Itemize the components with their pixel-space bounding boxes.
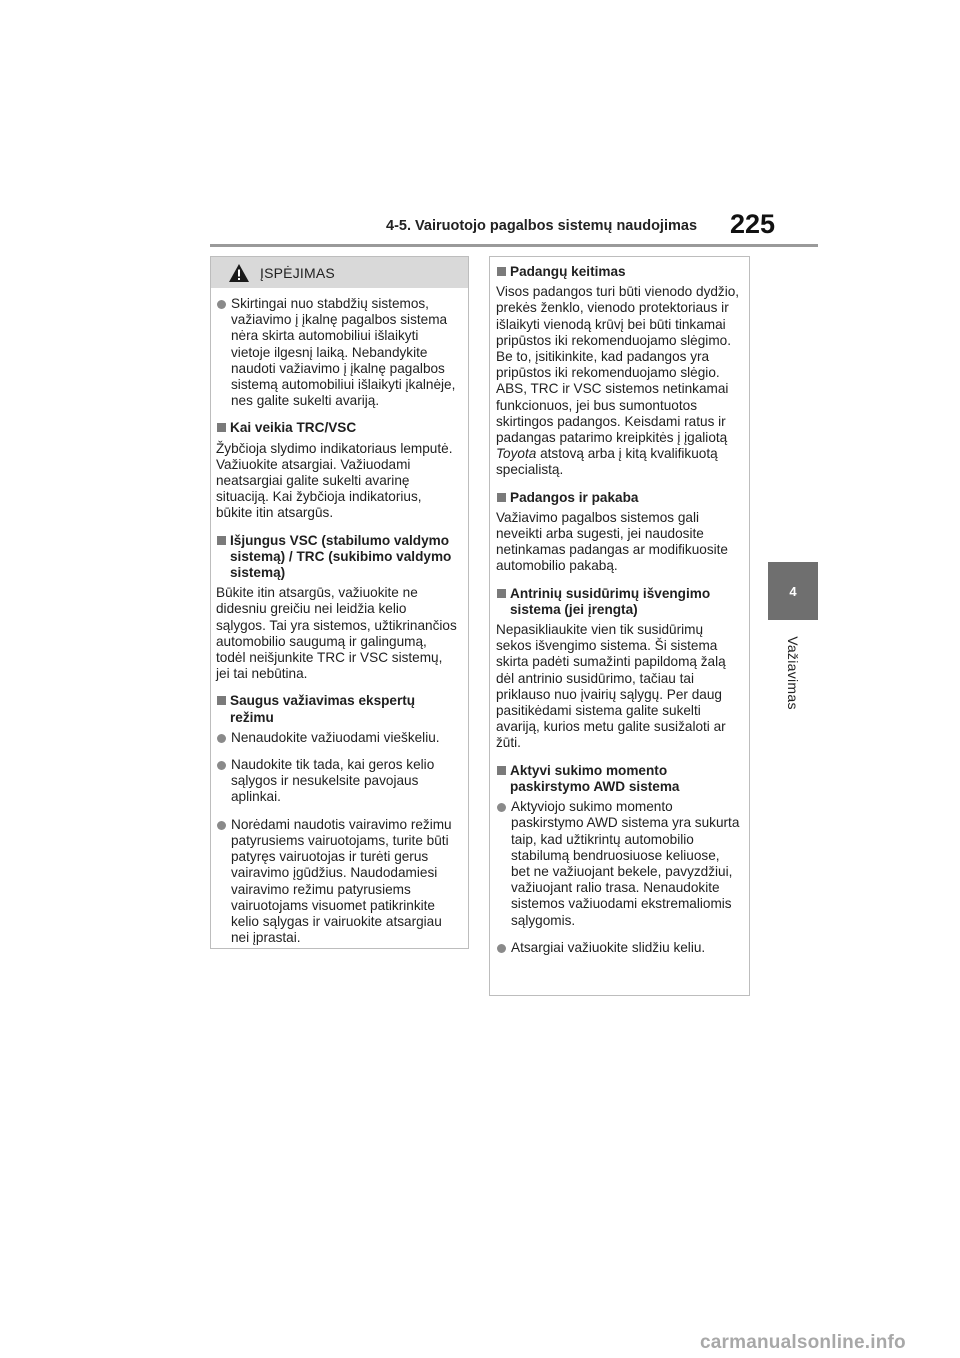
square-heading-icon xyxy=(217,696,226,705)
info-box xyxy=(489,256,750,996)
round-bullet-icon xyxy=(497,803,506,812)
list-item xyxy=(216,757,458,806)
info-content xyxy=(490,257,749,956)
heading-text: Padangos ir pakaba xyxy=(510,489,639,505)
list-item xyxy=(496,799,741,929)
round-bullet-icon xyxy=(217,821,226,830)
bullet-text: Nenaudokite važiuodami vieškeliu. xyxy=(231,729,440,745)
paragraph: Žybčioja slydimo indikatoriaus lemputė. Važiuokite atsargiai. Važiuodami neatsargiai galite sukelti avarinę situaciją. Kai žybčioja indikatorius, būkite itin atsargūs. xyxy=(216,440,453,521)
square-heading-icon xyxy=(497,267,506,276)
square-heading-icon xyxy=(217,536,226,545)
section-heading xyxy=(496,586,741,618)
section-heading xyxy=(216,533,458,582)
section-heading xyxy=(216,693,458,725)
round-bullet-icon xyxy=(217,734,226,743)
paragraph: Būkite itin atsargūs, važiuokite ne didesniu greičiu nei leidžia kelio sąlygos. Tai yra sistemos, užtikrinančios automobilio saugumą ir galingumą, todėl neišjunkite TRC ir VSC sistemų, jei tai nebūtina. xyxy=(216,585,457,682)
paragraph xyxy=(496,284,741,478)
section-heading xyxy=(496,763,741,795)
brand-name: Toyota xyxy=(496,446,537,462)
bullet-text: Naudokite tik tada, kai geros kelio sąlygos ir nesukelsite pavojaus aplinkai. xyxy=(231,757,435,805)
paragraph: Važiavimo pagalbos sistemos gali neveikti arba sugesti, jei naudosite netinkamas padangas ar modifikuosite automobilio pakabą. xyxy=(496,509,728,574)
square-heading-icon xyxy=(497,589,506,598)
list-item xyxy=(216,296,458,409)
square-heading-icon xyxy=(497,493,506,502)
watermark: carmanualsonline.info xyxy=(700,1332,906,1353)
chapter-tab[interactable]: 4 xyxy=(768,562,818,620)
section-heading xyxy=(216,420,458,436)
heading-text: Padangų keitimas xyxy=(510,264,626,279)
list-item xyxy=(216,817,458,947)
warning-header xyxy=(211,257,468,288)
section-heading xyxy=(496,490,741,506)
warning-triangle-icon xyxy=(228,263,250,283)
section-heading xyxy=(496,264,741,280)
square-heading-icon xyxy=(497,766,506,775)
heading-text: Antrinių susidūrimų išvengimo sistema (jei įrengta) xyxy=(510,585,711,617)
warning-title: ĮSPĖJIMAS xyxy=(260,264,335,281)
tire-text-before: Visos padangos turi būti vienodo dydžio, prekės ženklo, vienodo protektoriaus ir išlaikyti vienodą krūvį bei būti tinkamai pripūstos iki rekomenduojamo slėgimo. Be to, įsitikinkite, kad padangos yra pripūstos iki rekomenduojamo slėgio. ABS, TRC ir VSC sistemos netinkamai funkcionuos, jei bus sumontuotos skirtingos padangos. Keisdami ratus ir padangas patarimo kreipkitės į įgaliotą xyxy=(496,284,740,446)
page-number: 225 xyxy=(730,209,776,239)
round-bullet-icon xyxy=(217,761,226,770)
header-rule xyxy=(210,244,818,247)
heading-text: Kai veikia TRC/VSC xyxy=(230,420,357,436)
bullet-text: Atsargiai važiuokite slidžiu keliu. xyxy=(511,939,706,955)
heading-text: Išjungus VSC (stabilumo valdymo sistemą) / TRC (sukibimo valdymo sistemą) xyxy=(230,532,452,581)
bullet-text: Skirtingai nuo stabdžių sistemos, važiavimo į įkalnę pagalbos sistema nėra skirta automobiliui išlaikyti vietoje ilgesnį laiką. Nebandykite naudoti važiavimo į įkalnę pagalbos sistemą automobiliui išlaikyti įkalnėje, nes galite sukelti avariją. xyxy=(231,296,456,409)
bullet-text: Norėdami naudotis vairavimo režimu patyrusiems vairuotojams, turite būti patyręs vairuotojas ir turėti gerus vairavimo įgūdžius. Naudodamiesi vairavimo režimu patyrusiems vairuotojams visuomet patikrinkite kelio sąlygas ir vairuokite atsargiau nei įprastai. xyxy=(231,816,452,946)
section-title: 4-5. Vairuotojo pagalbos sistemų naudojimas xyxy=(386,218,698,234)
list-item xyxy=(216,730,458,746)
warning-content xyxy=(211,288,468,946)
tire-text-after: atstovą arba į kitą kvalifikuotą specialistą. xyxy=(496,446,718,478)
bullet-text: Aktyviojo sukimo momento paskirstymo AWD sistema yra sukurta taip, kad užtikrintų automobilio stabilumą bendruosiuose keliuose, bet ne važiuojant bekele, pavyzdžiui, važiuojant ralio trasa. Nenaudokite sistemos važiuodami ekstremaliomis sąlygomis. xyxy=(511,799,740,928)
square-heading-icon xyxy=(217,423,226,432)
round-bullet-icon xyxy=(497,944,506,953)
warning-box xyxy=(210,256,469,949)
heading-text: Saugus važiavimas ekspertų režimu xyxy=(230,693,416,725)
chapter-name: Važiavimas xyxy=(785,636,801,710)
list-item xyxy=(496,940,741,956)
paragraph: Nepasikliaukite vien tik susidūrimų sekos išvengimo sistema. Ši sistema skirta padėti sumažinti papildomą žalą dėl antrinio susidūrimo, tačiau tai priklauso nuo įvairių sąlygų. Per daug pasitikėdami sistema galite sukelti avariją, kurios metu galite susižaloti ar žūti. xyxy=(496,622,726,751)
heading-text: Aktyvi sukimo momento paskirstymo AWD sistema xyxy=(510,762,680,794)
round-bullet-icon xyxy=(217,300,226,309)
